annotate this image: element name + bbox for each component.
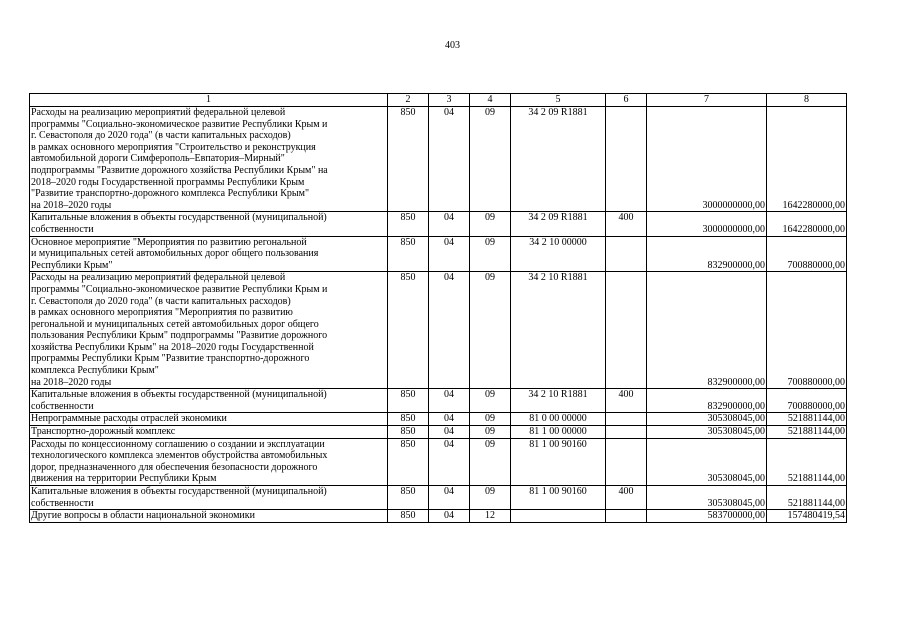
expense-name xyxy=(30,107,388,212)
target-article-code: 81 1 00 00000 xyxy=(511,426,606,439)
subsection-code: 09 xyxy=(470,413,511,426)
amount-year-2: 521881144,00 xyxy=(767,486,847,510)
expense-name-line: на 2018–2020 годы xyxy=(31,376,112,388)
expense-name-line: программы "Социально-экономическое развитие Республики Крым и xyxy=(31,283,328,295)
amount-year-1: 583700000,00 xyxy=(647,510,767,523)
subsection-code: 09 xyxy=(470,389,511,413)
budget-table xyxy=(29,93,847,523)
expense-name-line: Расходы по концессионному соглашению о создании и эксплуатации xyxy=(31,438,325,450)
expense-name xyxy=(30,236,388,272)
expense-name xyxy=(30,389,388,413)
column-header: 3 xyxy=(429,94,470,107)
ministry-code: 850 xyxy=(388,486,429,510)
subsection-code: 12 xyxy=(470,510,511,523)
expense-name-line: г. Севастополя до 2020 года" (в части капитальных расходов) xyxy=(31,295,291,307)
expense-name-line: технологического комплекса элементов обустройства автомобильных xyxy=(31,450,328,462)
amount-year-2: 700880000,00 xyxy=(767,389,847,413)
expense-name xyxy=(30,212,388,236)
table-row xyxy=(30,236,847,272)
amount-year-1: 832900000,00 xyxy=(647,389,767,413)
amount-year-2: 157480419,54 xyxy=(767,510,847,523)
expense-name-line: подпрограммы "Развитие дорожного хозяйства Республики Крым" на xyxy=(31,164,328,176)
amount-year-2: 1642280000,00 xyxy=(767,107,847,212)
ministry-code: 850 xyxy=(388,413,429,426)
ministry-code: 850 xyxy=(388,438,429,485)
expense-name-line: пользования Республики Крым" подпрограммы "Развитие дорожного xyxy=(31,330,328,342)
expense-name-line: собственности xyxy=(31,223,94,235)
section-code: 04 xyxy=(429,510,470,523)
expense-name xyxy=(30,486,388,510)
section-code: 04 xyxy=(429,236,470,272)
column-header: 1 xyxy=(30,94,388,107)
target-article-code: 81 1 00 90160 xyxy=(511,486,606,510)
header-row xyxy=(30,94,847,107)
column-header: 7 xyxy=(647,94,767,107)
amount-year-1: 305308045,00 xyxy=(647,486,767,510)
expense-name-line: 2018–2020 годы Государственной программы Республики Крым xyxy=(31,176,305,188)
subsection-code: 09 xyxy=(470,486,511,510)
expense-type-code xyxy=(606,426,647,439)
column-header: 4 xyxy=(470,94,511,107)
amount-year-1: 3000000000,00 xyxy=(647,107,767,212)
table-row xyxy=(30,510,847,523)
expense-name-line: Капитальные вложения в объекты государственной (муниципальной) xyxy=(31,212,327,224)
amount-year-1: 832900000,00 xyxy=(647,236,767,272)
target-article-code: 81 1 00 90160 xyxy=(511,438,606,485)
section-code: 04 xyxy=(429,426,470,439)
page-number: 403 xyxy=(445,40,460,51)
expense-name-line: в рамках основного мероприятия "Строительство и реконструкция xyxy=(31,141,316,153)
expense-name-line: Непрограммные расходы отраслей экономики xyxy=(31,413,227,425)
target-article-code: 34 2 10 R1881 xyxy=(511,389,606,413)
section-code: 04 xyxy=(429,438,470,485)
amount-year-2: 1642280000,00 xyxy=(767,212,847,236)
table-row xyxy=(30,212,847,236)
target-article-code: 34 2 10 R1881 xyxy=(511,272,606,389)
column-header: 8 xyxy=(767,94,847,107)
expense-type-code xyxy=(606,107,647,212)
ministry-code: 850 xyxy=(388,212,429,236)
table-row xyxy=(30,389,847,413)
expense-type-code xyxy=(606,438,647,485)
column-header: 5 xyxy=(511,94,606,107)
expense-name-line: комплекса Республики Крым" xyxy=(31,365,159,377)
expense-type-code xyxy=(606,510,647,523)
expense-type-code: 400 xyxy=(606,212,647,236)
expense-name-line: "Развитие транспортно-дорожного комплекса Республики Крым" xyxy=(31,188,310,200)
expense-type-code: 400 xyxy=(606,486,647,510)
ministry-code: 850 xyxy=(388,510,429,523)
amount-year-2: 521881144,00 xyxy=(767,438,847,485)
ministry-code: 850 xyxy=(388,426,429,439)
expense-name-line: собственности xyxy=(31,400,94,412)
expense-name xyxy=(30,413,388,426)
amount-year-1: 832900000,00 xyxy=(647,272,767,389)
section-code: 04 xyxy=(429,389,470,413)
expense-name-line: Расходы на реализацию мероприятий федеральной целевой xyxy=(31,272,286,284)
table-row xyxy=(30,107,847,212)
expense-name xyxy=(30,438,388,485)
amount-year-1: 3000000000,00 xyxy=(647,212,767,236)
expense-name xyxy=(30,426,388,439)
target-article-code: 34 2 09 R1881 xyxy=(511,212,606,236)
amount-year-1: 305308045,00 xyxy=(647,438,767,485)
column-header: 2 xyxy=(388,94,429,107)
expense-name-line: на 2018–2020 годы xyxy=(31,199,112,211)
section-code: 04 xyxy=(429,413,470,426)
expense-name-line: хозяйства Республики Крым" на 2018–2020 годы Государственной xyxy=(31,341,314,353)
table-row xyxy=(30,438,847,485)
expense-name-line: Транспортно-дорожный комплекс xyxy=(31,426,176,438)
expense-name-line: автомобильной дороги Симферополь–Евпатория–Мирный" xyxy=(31,153,285,165)
expense-name-line: движения на территории Республики Крым xyxy=(31,473,217,485)
ministry-code: 850 xyxy=(388,107,429,212)
amount-year-2: 700880000,00 xyxy=(767,272,847,389)
expense-name-line: Основное мероприятие "Мероприятия по развитию регональной xyxy=(31,236,307,248)
expense-name-line: Другие вопросы в области национальной экономики xyxy=(31,510,255,522)
expense-type-code xyxy=(606,413,647,426)
section-code: 04 xyxy=(429,107,470,212)
expense-name-line: в рамках основного мероприятия "Мероприятия по развитию xyxy=(31,307,293,319)
expense-name-line: собственности xyxy=(31,497,94,509)
subsection-code: 09 xyxy=(470,426,511,439)
table-row xyxy=(30,426,847,439)
ministry-code: 850 xyxy=(388,389,429,413)
subsection-code: 09 xyxy=(470,107,511,212)
amount-year-2: 521881144,00 xyxy=(767,413,847,426)
subsection-code: 09 xyxy=(470,236,511,272)
amount-year-2: 521881144,00 xyxy=(767,426,847,439)
expense-name-line: Республики Крым" xyxy=(31,259,113,271)
amount-year-1: 305308045,00 xyxy=(647,426,767,439)
expense-name xyxy=(30,510,388,523)
subsection-code: 09 xyxy=(470,438,511,485)
expense-name-line: регональной и муниципальных сетей автомобильных дорог общего xyxy=(31,318,319,330)
expense-type-code xyxy=(606,236,647,272)
expense-name-line: Капитальные вложения в объекты государственной (муниципальной) xyxy=(31,389,327,401)
ministry-code: 850 xyxy=(388,236,429,272)
target-article-code xyxy=(511,510,606,523)
column-header: 6 xyxy=(606,94,647,107)
target-article-code: 34 2 09 R1881 xyxy=(511,107,606,212)
expense-name xyxy=(30,272,388,389)
section-code: 04 xyxy=(429,212,470,236)
subsection-code: 09 xyxy=(470,272,511,389)
expense-name-line: программы "Социально-экономическое развитие Республики Крым и xyxy=(31,118,328,130)
table-body xyxy=(30,94,847,523)
section-code: 04 xyxy=(429,272,470,389)
ministry-code: 850 xyxy=(388,272,429,389)
expense-name-line: программы Республики Крым "Развитие транспортно-дорожного xyxy=(31,353,310,365)
expense-name-line: Капитальные вложения в объекты государственной (муниципальной) xyxy=(31,486,327,497)
expense-type-code: 400 xyxy=(606,389,647,413)
expense-name-line: дорог, предназначенного для обеспечения безопасности дорожного xyxy=(31,461,318,473)
amount-year-1: 305308045,00 xyxy=(647,413,767,426)
section-code: 04 xyxy=(429,486,470,510)
expense-name-line: г. Севастополя до 2020 года" (в части капитальных расходов) xyxy=(31,130,291,142)
expense-name-line: Расходы на реализацию мероприятий федеральной целевой xyxy=(31,107,286,118)
subsection-code: 09 xyxy=(470,212,511,236)
amount-year-2: 700880000,00 xyxy=(767,236,847,272)
target-article-code: 81 0 00 00000 xyxy=(511,413,606,426)
table-row xyxy=(30,486,847,510)
expense-name-line: и муниципальных сетей автомобильных дорог общего пользования xyxy=(31,248,319,260)
expense-type-code xyxy=(606,272,647,389)
table-row xyxy=(30,272,847,389)
target-article-code: 34 2 10 00000 xyxy=(511,236,606,272)
table-row xyxy=(30,413,847,426)
